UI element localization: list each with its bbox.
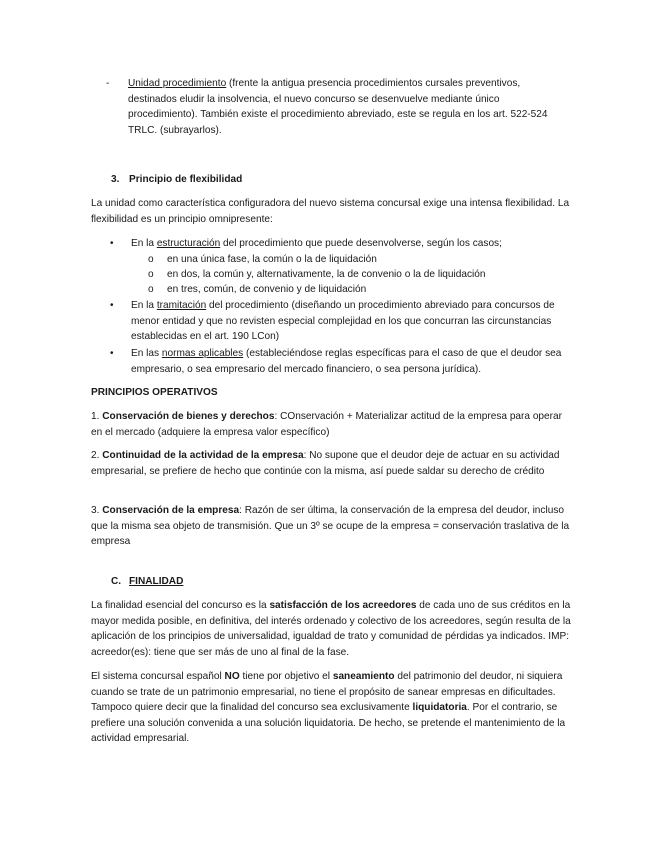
bullet-post: (estableciéndose reglas específicas para el caso de que el deudor sea empresario, o sea empresario del mercado financiero, o sea persona jurídica). [131, 348, 562, 375]
intro-term: Unidad procedimiento [128, 78, 227, 89]
principio-title: Continuidad de la actividad de la empresa [102, 450, 304, 461]
dash-marker: - [106, 78, 110, 89]
bullet-item [131, 346, 569, 377]
text-run: . Por el contrario, se prefiere una solución convenida a una solución liquidatoria. De hecho, se pretende el mantenimiento de la actividad empresarial. [91, 702, 566, 744]
section-intro: La unidad como característica configuradora del nuevo sistema concursal exige una intensa flexibilidad. La flexibilidad es un principio omnipresente: [91, 198, 570, 225]
bullet-marker: • [110, 348, 114, 359]
principio-number: 3. [91, 505, 103, 516]
intro-paragraph [128, 76, 568, 138]
bullet-item [131, 298, 569, 345]
bold-run: NO [224, 671, 240, 682]
finalidad-title: FINALIDAD [129, 576, 184, 587]
text-run: La finalidad esencial del concurso es la [91, 600, 270, 611]
sub-bullet-marker: o [148, 254, 154, 265]
sub-bullet-marker: o [148, 284, 154, 295]
bullet-term: normas aplicables [161, 348, 244, 359]
sub-bullet-item: en una única fase, la común o la de liquidación [167, 254, 377, 265]
finalidad-paragraph-2 [91, 669, 571, 747]
sub-bullet-marker: o [148, 269, 154, 280]
finalidad-letter: C. [111, 576, 122, 587]
bullet-pre: En la [131, 238, 157, 249]
bold-run: satisfacción de los acreedores [269, 600, 417, 611]
bullet-pre: En la [131, 300, 157, 311]
text-run: tiene por objetivo el [239, 671, 333, 682]
principio-text: : Razón de ser última, la conservación de la empresa del deudor, incluso que la misma sea objeto de transmisión. Que un 3º se ocupe de la empresa = conservación traslativa de la empresa [91, 505, 570, 547]
principio-item [91, 409, 571, 440]
sub-bullet-item: en tres, común, de convenio y de liquidación [167, 284, 367, 295]
principio-title: Conservación de bienes y derechos [102, 411, 275, 422]
finalidad-paragraph-1 [91, 598, 571, 660]
bold-run: saneamiento [332, 671, 395, 682]
principio-item [91, 448, 571, 479]
principio-text: : COnservación + Materializar actitud de la empresa para operar en el mercado (adquiere la empresa valor específico) [91, 411, 562, 438]
bullet-marker: • [110, 300, 114, 311]
section-number: 3. [111, 174, 120, 185]
sub-bullet-item: en dos, la común y, alternativamente, la de convenio o la de liquidación [167, 269, 486, 280]
bullet-item [131, 236, 569, 252]
principio-number: 1. [91, 411, 103, 422]
bullet-post: del procedimiento que puede desenvolverse, según los casos; [220, 238, 502, 249]
text-run: El sistema concursal español [91, 671, 225, 682]
principio-number: 2. [91, 450, 103, 461]
principio-item [91, 503, 571, 550]
intro-text: (frente la antigua presencia procedimientos cursales preventivos, destinados eludir la insolvencia, el nuevo concurso se desenvuelve mediante único procedimiento). También existe el procedimiento abreviado, este se regula en los art. 522-524 TRLC. (subrayarlos). [128, 78, 548, 136]
bullet-term: estructuración [156, 238, 221, 249]
bullet-marker: • [110, 238, 114, 249]
bold-run: liquidatoria [412, 702, 467, 713]
principio-text: : No supone que el deudor deje de actuar en su actividad empresarial, se prefiere de hecho que continúe con la misma, así puede saldar su derecho de crédito [91, 450, 560, 477]
text-run: de cada uno de sus créditos en la mayor medida posible, en definitiva, del interés ordenado y colectivo de los acreedores, según resulta de la aplicación de los principios de universalidad, igualdad de trato y comunidad de pérdidas ya indicados. IMP: acreedor(es): tiene que ser más de uno al final de la fase. [91, 600, 571, 658]
principios-heading: PRINCIPIOS OPERATIVOS [91, 387, 218, 398]
principio-title: Conservación de la empresa [102, 505, 240, 516]
section-title: Principio de flexibilidad [129, 174, 243, 185]
bullet-term: tramitación [156, 300, 207, 311]
bullet-post: del procedimiento (diseñando un procedimiento abreviado para concursos de menor entidad y que no revisten especial complejidad en los que concurran las circunstancias establecidas en el art. 190 LCon) [131, 300, 555, 342]
bullet-pre: En las [131, 348, 162, 359]
text-run: del patrimonio del deudor, ni siquiera cuando se trate de un patrimonio empresarial, no tiene el propósito de sanear empresas en dificultades. Tampoco quiere decir que la finalidad del concurso sea exclusivamente [91, 671, 563, 713]
